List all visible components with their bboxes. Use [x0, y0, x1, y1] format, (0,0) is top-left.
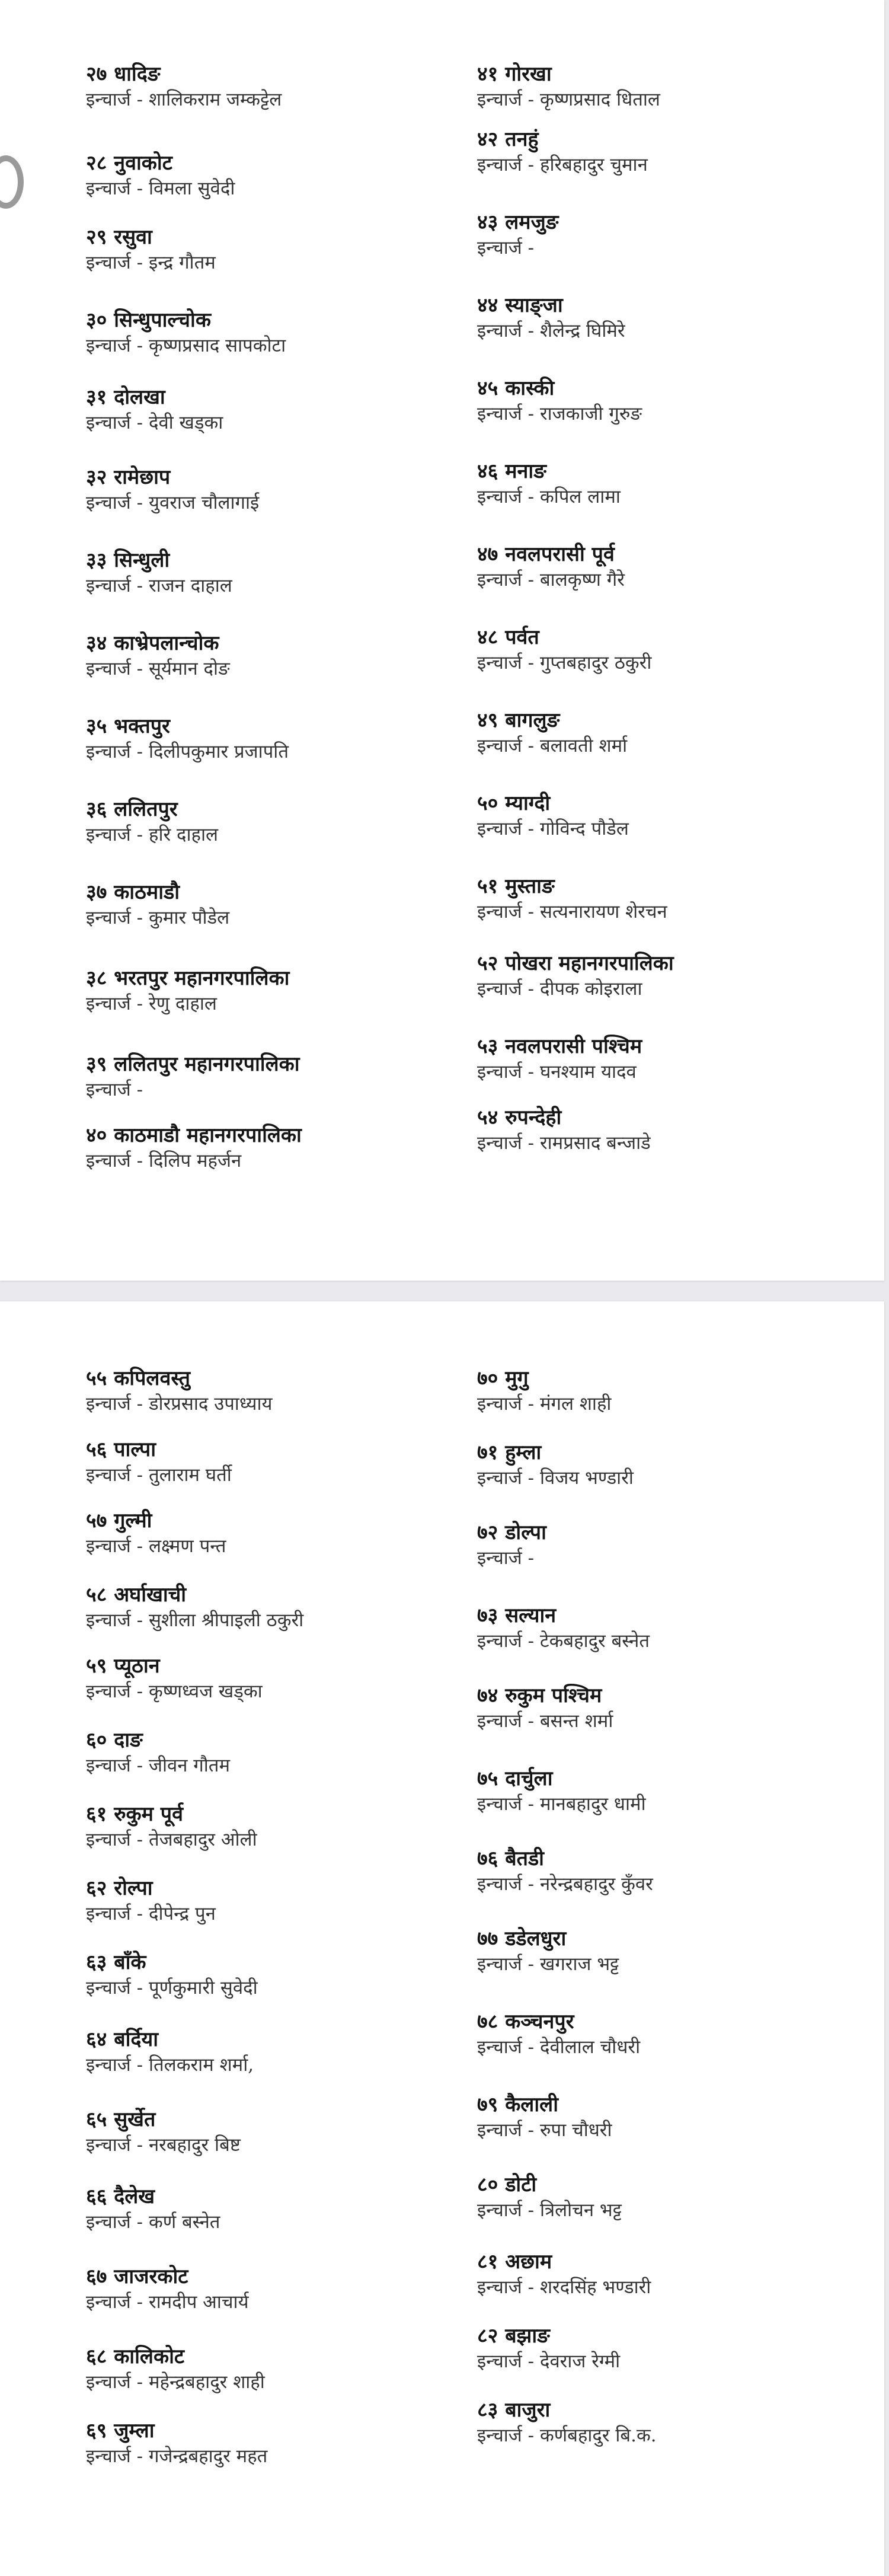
district-entry [477, 2092, 856, 2143]
district-entry [86, 1582, 465, 1633]
district-name: ५४ रुपन्देही [477, 1106, 562, 1129]
incharge-line: इन्चार्ज - खगराज भट्ट [477, 1953, 619, 1975]
incharge-line: इन्चार्ज - रामदीप आचार्य [86, 2291, 249, 2313]
incharge-line: इन्चार्ज - राजन दाहाल [86, 575, 232, 596]
district-name: ७६ बैतडी [477, 1847, 544, 1870]
district-entry [86, 1949, 465, 2000]
district-name: ५२ पोखरा महानगरपालिका [477, 952, 674, 975]
incharge-line: इन्चार्ज - कर्ण बस्नेत [86, 2211, 220, 2233]
district-entry [86, 796, 465, 847]
district-name: ४८ पर्वत [477, 625, 539, 649]
district-entry [477, 292, 856, 343]
district-name: ३२ रामेछाप [86, 465, 171, 489]
incharge-line: इन्चार्ज - मानबहादुर धामी [477, 1793, 646, 1815]
incharge-line: इन्चार्ज - शैलेन्द्र घिमिरे [477, 320, 625, 341]
district-name: ५९ प्यूठान [86, 1654, 160, 1678]
incharge-line: इन्चार्ज - कपिल लामा [477, 486, 621, 507]
district-entry [477, 2009, 856, 2060]
incharge-line: इन्चार्ज - दीपेन्द्र पुन [86, 1903, 216, 1924]
district-entry [86, 1653, 465, 1704]
incharge-line: इन्चार्ज - सुशीला श्रीपाइली ठकुरी [86, 1610, 304, 1631]
district-entry [86, 630, 465, 681]
district-entry [477, 790, 856, 841]
district-entry [477, 2323, 856, 2374]
district-entry [477, 1683, 856, 1734]
incharge-line: इन्चार्ज - सत्यनारायण शेरचन [477, 901, 667, 922]
district-name: ७२ डोल्पा [477, 1521, 546, 1544]
district-entry [477, 1439, 856, 1490]
district-name: ४५ कास्की [477, 376, 555, 400]
district-entry [477, 1365, 856, 1416]
incharge-line: इन्चार्ज - इन्द्र गौतम [86, 252, 216, 273]
district-name: ६१ रुकुम पूर्व [86, 1802, 184, 1826]
district-name: ५८ अर्घाखाची [86, 1583, 187, 1607]
incharge-line: इन्चार्ज - [477, 237, 535, 258]
incharge-line: इन्चार्ज - देवराज रेग्मी [477, 2351, 621, 2372]
district-entry [86, 1437, 465, 1487]
district-entry [477, 1926, 856, 1977]
incharge-line: इन्चार्ज - विमला सुवेदी [86, 178, 235, 199]
district-name: ५१ मुस्ताङ [477, 874, 555, 898]
district-name: ६२ रोल्पा [86, 1876, 153, 1900]
incharge-line: इन्चार्ज - [477, 1547, 535, 1569]
district-name: ७७ डडेलधुरा [477, 1927, 567, 1951]
district-name: ८१ अछाम [477, 2250, 552, 2274]
district-entry [86, 1875, 465, 1926]
incharge-line: इन्चार्ज - रेणु दाहाल [86, 993, 217, 1014]
district-name: ३३ सिन्धुली [86, 548, 170, 572]
district-entry [86, 1801, 465, 1852]
district-entry [86, 2344, 465, 2395]
district-entry [477, 541, 856, 592]
district-name: ३७ काठमाडौ [86, 880, 180, 904]
incharge-line: इन्चार्ज - पूर्णकुमारी सुवेदी [86, 1977, 258, 1999]
district-name: ८३ बाजुरा [477, 2398, 551, 2422]
district-entry [86, 879, 465, 930]
district-name: ६६ दैलेख [86, 2185, 155, 2208]
district-entry [477, 1033, 856, 1084]
district-entry [86, 2106, 465, 2157]
district-entry [477, 1766, 856, 1817]
incharge-line: इन्चार्ज - राजकाजी गुरुङ [477, 403, 642, 424]
incharge-line: इन्चार्ज - नरेन्द्रबहादुर कुँवर [477, 1873, 653, 1895]
district-entry [477, 1520, 856, 1571]
district-name: ७५ दार्चुला [477, 1767, 553, 1790]
incharge-line: इन्चार्ज - युवराज चौलागाई [86, 492, 260, 513]
district-entry [477, 950, 856, 1001]
incharge-line: इन्चार्ज - [86, 1079, 143, 1100]
district-name: ५५ कपिलवस्तु [86, 1367, 190, 1390]
district-name: ४२ तनहुं [477, 127, 539, 151]
district-name: ७४ रुकुम पश्चिम [477, 1684, 602, 1707]
district-column-left [86, 0, 465, 1281]
district-name: ४१ गोरखा [477, 62, 552, 86]
incharge-line: इन्चार्ज - डोरप्रसाद उपाध्याय [86, 1393, 273, 1415]
district-entry [86, 384, 465, 435]
district-entry [477, 375, 856, 426]
district-entry [477, 624, 856, 675]
district-entry [477, 61, 856, 112]
incharge-line: इन्चार्ज - तिलकराम शर्मा, [86, 2054, 254, 2076]
incharge-line: इन्चार्ज - रामप्रसाद बन्जाडे [477, 1132, 651, 1154]
district-entry [86, 2026, 465, 2077]
district-name: ५७ गुल्मी [86, 1509, 152, 1533]
incharge-line: इन्चार्ज - मंगल शाही [477, 1393, 612, 1415]
district-name: ३० सिन्धुपाल्चोक [86, 308, 211, 332]
district-entry [86, 2184, 465, 2235]
district-name: ६४ बर्दिया [86, 2028, 158, 2051]
district-name: ७१ हुम्ला [477, 1441, 542, 1464]
district-name: ८० डोटी [477, 2173, 537, 2197]
incharge-line: इन्चार्ज - कृष्णप्रसाद सापकोटा [86, 335, 286, 356]
district-name: ४७ नवलपरासी पूर्व [477, 542, 615, 566]
district-entry [86, 965, 465, 1016]
incharge-line: इन्चार्ज - जीवन गौतम [86, 1755, 230, 1776]
incharge-line: इन्चार्ज - गजेन्द्रबहादुर महत [86, 2446, 268, 2467]
document-page-1 [0, 0, 884, 1281]
incharge-line: इन्चार्ज - बसन्त शर्मा [477, 1710, 613, 1732]
incharge-line: इन्चार्ज - शालिकराम जम्कट्टेल [86, 89, 282, 110]
district-entry [477, 2172, 856, 2223]
district-entry [477, 873, 856, 924]
incharge-line: इन्चार्ज - कुमार पौडेल [86, 907, 230, 928]
district-name: ४४ स्याङ्जा [477, 293, 563, 317]
district-name: ६० दाङ [86, 1728, 143, 1752]
district-entry [86, 713, 465, 764]
district-entry [86, 1122, 465, 1173]
cropped-page-mark [0, 155, 24, 209]
incharge-line: इन्चार्ज - तेजबहादुर ओली [86, 1829, 257, 1850]
district-name: ४० काठमाडौ महानगरपालिका [86, 1123, 302, 1147]
incharge-line: इन्चार्ज - कृष्णप्रसाद धिताल [477, 89, 660, 110]
district-name: ५६ पाल्पा [86, 1438, 156, 1461]
district-entry [477, 209, 856, 260]
district-name: ३४ काभ्रेपलान्चोक [86, 631, 219, 655]
district-entry [86, 464, 465, 515]
district-entry [86, 224, 465, 275]
incharge-line: इन्चार्ज - शरदसिंह भण्डारी [477, 2277, 651, 2298]
district-name: ७३ सल्यान [477, 1604, 557, 1627]
district-column-right [477, 1301, 856, 2576]
district-name: ५० म्याग्दी [477, 791, 551, 815]
incharge-line: इन्चार्ज - गोविन्द पौडेल [477, 818, 629, 839]
district-name: ६८ कालिकोट [86, 2345, 185, 2368]
district-entry [477, 707, 856, 758]
incharge-line: इन्चार्ज - हरिबहादुर चुमान [477, 154, 648, 175]
district-name: ७८ कञ्चनपुर [477, 2010, 574, 2034]
district-name: ३५ भक्तपुर [86, 714, 170, 738]
incharge-line: इन्चार्ज - त्रिलोचन भट्ट [477, 2200, 622, 2221]
district-name: ३८ भरतपुर महानगरपालिका [86, 966, 290, 990]
district-column-right [477, 0, 856, 1281]
incharge-line: इन्चार्ज - दिलीपकुमार प्रजापति [86, 741, 289, 762]
district-name: २९ रसुवा [86, 225, 152, 249]
district-entry [86, 150, 465, 201]
incharge-line: इन्चार्ज - बालकृष्ण गैरे [477, 569, 625, 590]
district-name: ६५ सुर्खेत [86, 2108, 156, 2131]
district-entry [86, 1508, 465, 1559]
incharge-line: इन्चार्ज - गुप्तबहादुर ठकुरी [477, 652, 652, 673]
district-entry [86, 2418, 465, 2469]
district-entry [477, 1846, 856, 1897]
incharge-line: इन्चार्ज - दिलिप महर्जन [86, 1150, 242, 1172]
district-name: ४९ बागलुङ [477, 708, 560, 732]
district-entry [86, 1727, 465, 1778]
incharge-line: इन्चार्ज - हरि दाहाल [86, 824, 218, 845]
incharge-line: इन्चार्ज - बलावती शर्मा [477, 735, 628, 756]
incharge-line: इन्चार्ज - दीपक कोइराला [477, 978, 642, 1000]
incharge-line: इन्चार्ज - रुपा चौधरी [477, 2119, 612, 2141]
incharge-line: इन्चार्ज - विजय भण्डारी [477, 1467, 634, 1489]
district-name: ६७ जाजरकोट [86, 2265, 188, 2288]
district-name: ४६ मनाङ [477, 459, 546, 483]
district-name: २७ धादिङ [86, 62, 161, 86]
district-name: ७० मुगु [477, 1367, 529, 1390]
district-entry [86, 2264, 465, 2315]
incharge-line: इन्चार्ज - कृष्णध्वज खड्का [86, 1681, 263, 1702]
district-entry [86, 61, 465, 112]
district-name: ५३ नवलपरासी पश्चिम [477, 1035, 642, 1058]
district-entry [477, 1105, 856, 1155]
district-entry [477, 2397, 856, 2448]
incharge-line: इन्चार्ज - घनश्याम यादव [477, 1061, 637, 1083]
incharge-line: इन्चार्ज - महेन्द्रबहादुर शाही [86, 2371, 265, 2393]
incharge-line: इन्चार्ज - कर्णबहादुर बि.क. [477, 2425, 657, 2446]
district-entry [477, 1603, 856, 1654]
district-column-left [86, 1301, 465, 2576]
incharge-line: इन्चार्ज - तुलाराम घर्ती [86, 1464, 232, 1486]
incharge-line: इन्चार्ज - देवीलाल चौधरी [477, 2036, 641, 2058]
district-name: ३९ ललितपुर महानगरपालिका [86, 1052, 300, 1076]
district-entry [86, 1365, 465, 1416]
incharge-line: इन्चार्ज - लक्ष्मण पन्त [86, 1536, 226, 1557]
district-name: ८२ बझाङ [477, 2324, 550, 2348]
incharge-line: इन्चार्ज - टेकबहादुर बस्नेत [477, 1630, 650, 1652]
incharge-line: इन्चार्ज - देवी खड्का [86, 412, 223, 433]
incharge-line: इन्चार्ज - नरबहादुर बिष्ट [86, 2134, 241, 2156]
district-name: ६९ जुम्ला [86, 2419, 155, 2443]
document-page-2 [0, 1301, 884, 2576]
district-name: ६३ बाँके [86, 1951, 146, 1974]
district-name: ७९ कैलाली [477, 2093, 559, 2117]
district-entry [86, 1051, 465, 1102]
district-name: २८ नुवाकोट [86, 151, 172, 175]
district-entry [477, 458, 856, 509]
district-name: ४३ लमजुङ [477, 210, 559, 234]
district-entry [477, 126, 856, 177]
district-name: ३६ ललितपुर [86, 797, 178, 821]
district-entry [86, 547, 465, 598]
district-name: ३१ दोलखा [86, 385, 165, 409]
incharge-line: इन्चार्ज - सूर्यमान दोङ [86, 658, 230, 679]
district-entry [86, 307, 465, 358]
district-entry [477, 2249, 856, 2300]
